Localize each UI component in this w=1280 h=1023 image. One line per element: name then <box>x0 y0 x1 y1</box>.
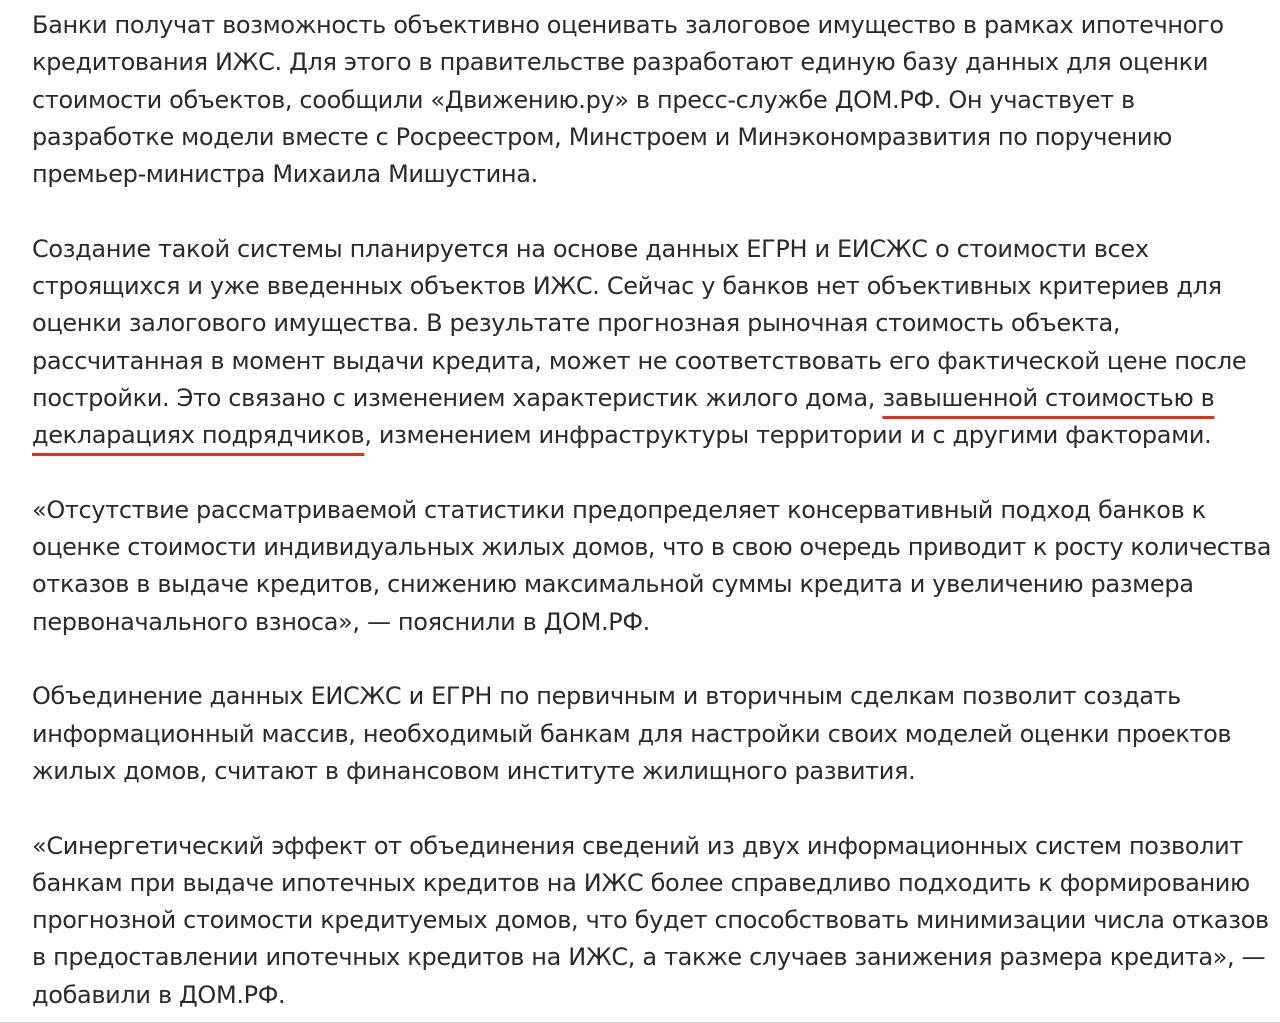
text-line: информационный массив, необходимый банкам для настройки своих моделей оценки проектов <box>32 719 1232 748</box>
text-line: «Отсутствие рассматриваемой статистики предопределяет консервативный подход банков к <box>32 495 1206 524</box>
text-line: Банки получат возможность объективно оценивать залоговое имущество в рамках ипотечного <box>32 11 1224 39</box>
paragraph-4 <box>32 678 1272 790</box>
text-fragment: , изменением инфраструктуры территории и с другими факторами. <box>364 421 1212 450</box>
text-line: добавили в ДОМ.РФ. <box>32 980 286 1009</box>
text-line: Создание такой системы планируется на основе данных ЕГРН и ЕИСЖС о стоимости всех <box>32 234 1149 263</box>
text-line: оценки залогового имущества. В результате прогнозная рыночная стоимость объекта, <box>32 309 1121 338</box>
text-line: жилых домов, считают в финансовом институте жилищного развития. <box>32 756 916 785</box>
text-line <box>32 380 1272 417</box>
text-line: «Синергетический эффект от объединения сведений из двух информационных систем позволит <box>32 831 1244 860</box>
text-line <box>32 417 1272 454</box>
text-line: первоначального взноса», — пояснили в ДОМ.РФ. <box>32 607 650 636</box>
text-fragment: постройки. Это связано с изменением характеристик жилого дома, <box>32 383 883 412</box>
text-line: Объединение данных ЕИСЖС и ЕГРН по первичным и вторичным сделкам позволит создать <box>32 682 1181 711</box>
text-line: премьер-министра Михаила Мишустина. <box>32 160 538 189</box>
text-line: разработке модели вместе с Росреестром, Минстроем и Минэкономразвития по поручению <box>32 122 1172 151</box>
text-line: рассчитанная в момент выдачи кредита, может не соответствовать его фактической цене после <box>32 346 1247 375</box>
text-line: прогнозной стоимости кредитуемых домов, что будет способствовать минимизации числа отказов <box>32 906 1269 935</box>
highlighted-phrase: завышенной стоимостью в <box>882 383 1215 412</box>
text-line: в предоставлении ипотечных кредитов на ИЖС, а также случаев занижения размера кредита», — <box>32 943 1266 972</box>
paragraph-2 <box>32 231 1272 455</box>
text-line: отказов в выдаче кредитов, снижению максимальной суммы кредита и увеличению размера <box>32 570 1194 599</box>
text-line: оценке стоимости индивидуальных жилых домов, что в свою очередь приводит к росту количества <box>32 533 1271 562</box>
text-line: строящихся и уже введенных объектов ИЖС. Сейчас у банков нет объективных критериев для <box>32 272 1222 301</box>
highlighted-phrase: декларациях подрядчиков <box>32 421 365 450</box>
paragraph-5-quote <box>32 828 1272 1014</box>
paragraph-1 <box>32 7 1272 193</box>
text-line: стоимости объектов, сообщили «Движению.ру» в пресс-службе ДОМ.РФ. Он участвует в <box>32 85 1135 114</box>
paragraph-3-quote <box>32 492 1272 641</box>
text-line: банкам при выдаче ипотечных кредитов на ИЖС более справедливо подходить к формированию <box>32 868 1250 897</box>
text-line: кредитования ИЖС. Для этого в правительстве разработают единую базу данных для оценки <box>32 48 1209 77</box>
